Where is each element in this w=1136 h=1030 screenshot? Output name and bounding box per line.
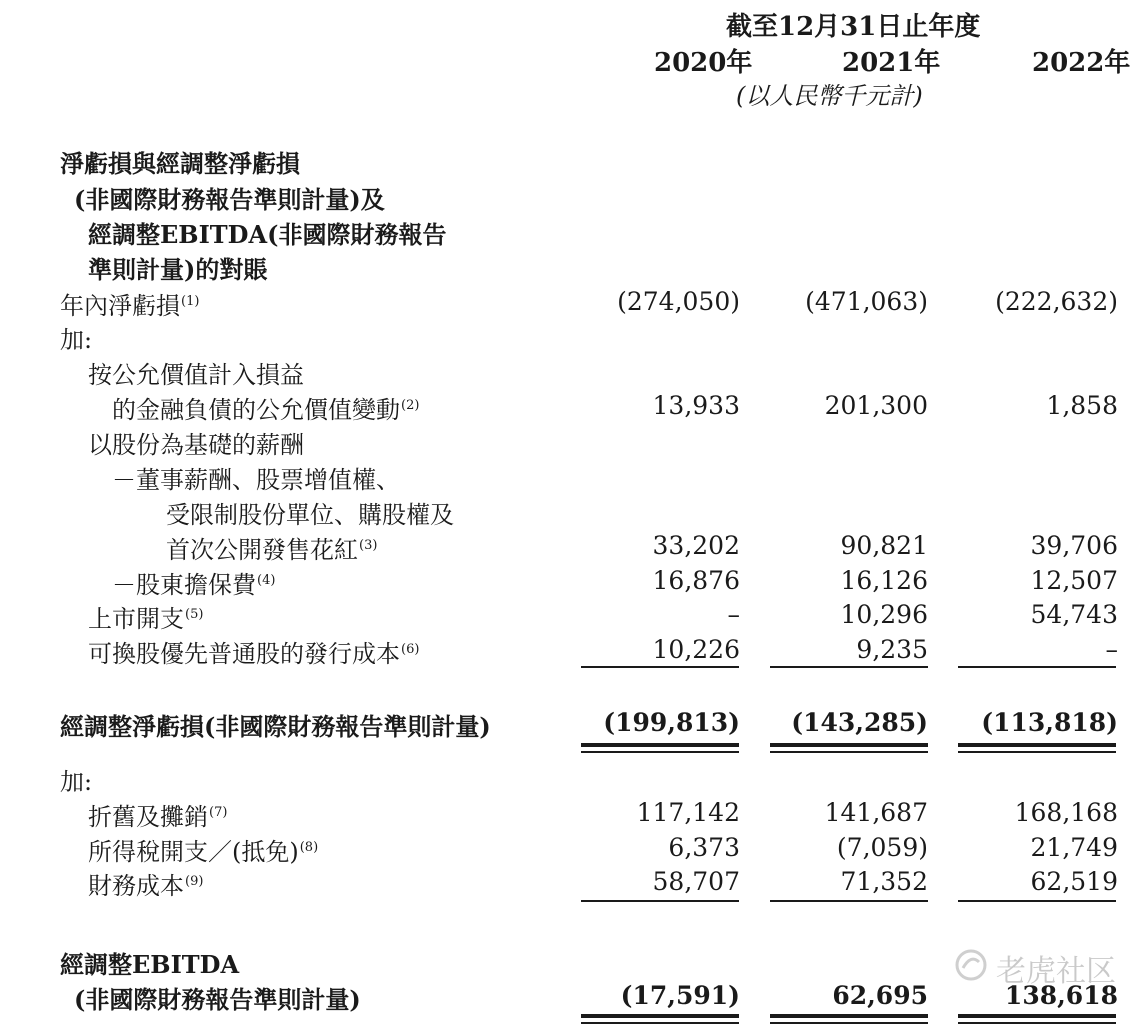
fv-change-2021: 201,300 [824, 391, 928, 420]
listing-2022: 54,743 [1030, 600, 1118, 629]
share-based-label: 以股份為基礎的薪酬 [88, 431, 304, 459]
adj-net-loss-2022: (113,818) [981, 708, 1118, 737]
fv-change-2022: 1,858 [1046, 391, 1118, 420]
net-loss-2021: (471,063) [805, 287, 928, 316]
issuance-2022: – [1105, 635, 1118, 664]
add-label-1: 加: [60, 326, 93, 354]
depreciation-label: 折舊及攤銷$^{(7)}$ [88, 803, 228, 831]
tax-2022: 21,749 [1030, 833, 1118, 862]
guarantee-label: －股東擔保費$^{(4)}$ [112, 571, 276, 599]
add-label-2: 加: [60, 768, 93, 796]
listing-2020: – [727, 600, 740, 629]
double-rule-2021-bottom [770, 751, 928, 753]
fv-change-label-line-1: 按公允價值計入損益 [88, 361, 304, 389]
double-rule-2020-bottom [581, 751, 739, 753]
guarantee-2020: 16,876 [652, 566, 740, 595]
listing-label: 上市開支$^{(5)}$ [88, 605, 204, 633]
ebitda-double-rule-2022-top [958, 1014, 1116, 1018]
adj-net-loss-2021: (143,285) [791, 708, 928, 737]
director-label-line-2: 受限制股份單位、購股權及 [166, 501, 454, 529]
section-title-line-1: 淨虧損與經調整淨虧損 [60, 149, 300, 178]
ebitda-label-line-2: (非國際財務報告準則計量) [74, 985, 361, 1014]
depreciation-2022: 168,168 [1014, 798, 1118, 827]
double-rule-2020-top [581, 743, 739, 747]
fv-change-label-line-2: 的金融負債的公允價值變動$^{(2)}$ [112, 396, 420, 424]
guarantee-2022: 12,507 [1030, 566, 1118, 595]
ebitda-2021: 62,695 [832, 981, 928, 1010]
double-rule-2022-bottom [958, 751, 1116, 753]
year-2021-header: 2021年 [842, 48, 941, 78]
director-2020: 33,202 [652, 531, 740, 560]
director-label-line-1: －董事薪酬、股票增值權、 [112, 466, 400, 494]
issuance-2020: 10,226 [652, 635, 740, 664]
finance-cost-2022: 62,519 [1030, 867, 1118, 896]
net-loss-2020: (274,050) [617, 287, 740, 316]
subtotal-rule-2021 [770, 666, 928, 668]
depreciation-2021: 141,687 [824, 798, 928, 827]
tax-2021: (7,059) [836, 833, 928, 862]
listing-2021: 10,296 [840, 600, 928, 629]
issuance-label: 可換股優先普通股的發行成本$^{(6)}$ [88, 640, 420, 668]
director-2021: 90,821 [840, 531, 928, 560]
ebitda-label-line-1: 經調整EBITDA [60, 950, 240, 979]
double-rule-2022-top [958, 743, 1116, 747]
adj-net-loss-2020: (199,813) [603, 708, 740, 737]
section-title-line-4: 準則計量)的對賬 [88, 255, 268, 284]
net-loss-label: 年內淨虧損$^{(1)}$ [60, 292, 200, 320]
ebitda-double-rule-2020-bottom [581, 1022, 739, 1024]
subtotal-rule-2020 [581, 666, 739, 668]
ebitda-double-rule-2022-bottom [958, 1022, 1116, 1024]
year-2020-header: 2020年 [654, 48, 753, 78]
ebitda-double-rule-2020-top [581, 1014, 739, 1018]
ebitda-subtotal-rule-2021 [770, 900, 928, 902]
ebitda-subtotal-rule-2022 [958, 900, 1116, 902]
fv-change-2020: 13,933 [652, 391, 740, 420]
section-title-line-3: 經調整EBITDA(非國際財務報告 [88, 220, 447, 249]
finance-cost-label: 財務成本$^{(9)}$ [88, 872, 204, 900]
double-rule-2021-top [770, 743, 928, 747]
ebitda-subtotal-rule-2020 [581, 900, 739, 902]
guarantee-2021: 16,126 [840, 566, 928, 595]
finance-cost-2020: 58,707 [652, 867, 740, 896]
ebitda-2022: 138,618 [1004, 981, 1118, 1010]
year-2022-header: 2022年 [1032, 48, 1131, 78]
tax-label: 所得稅開支／(抵免)$^{(8)}$ [88, 838, 319, 866]
director-2022: 39,706 [1030, 531, 1118, 560]
subtotal-rule-2022 [958, 666, 1116, 668]
net-loss-2022: (222,632) [995, 287, 1118, 316]
units-note: (以人民幣千元計) [736, 82, 923, 110]
ebitda-double-rule-2021-top [770, 1014, 928, 1018]
depreciation-2020: 117,142 [636, 798, 740, 827]
watermark-text: 老虎社区 [996, 954, 1116, 989]
issuance-2021: 9,235 [856, 635, 928, 664]
period-header: 截至12月31日止年度 [726, 12, 981, 42]
ebitda-2020: (17,591) [620, 981, 740, 1010]
director-label-line-3: 首次公開發售花紅$^{(3)}$ [166, 536, 378, 564]
section-title-line-2: (非國際財務報告準則計量)及 [74, 185, 385, 214]
ebitda-double-rule-2021-bottom [770, 1022, 928, 1024]
tax-2020: 6,373 [668, 833, 740, 862]
tiger-community-logo-icon [954, 948, 988, 982]
adj-net-loss-label: 經調整淨虧損(非國際財務報告準則計量) [60, 712, 491, 741]
finance-cost-2021: 71,352 [840, 867, 928, 896]
